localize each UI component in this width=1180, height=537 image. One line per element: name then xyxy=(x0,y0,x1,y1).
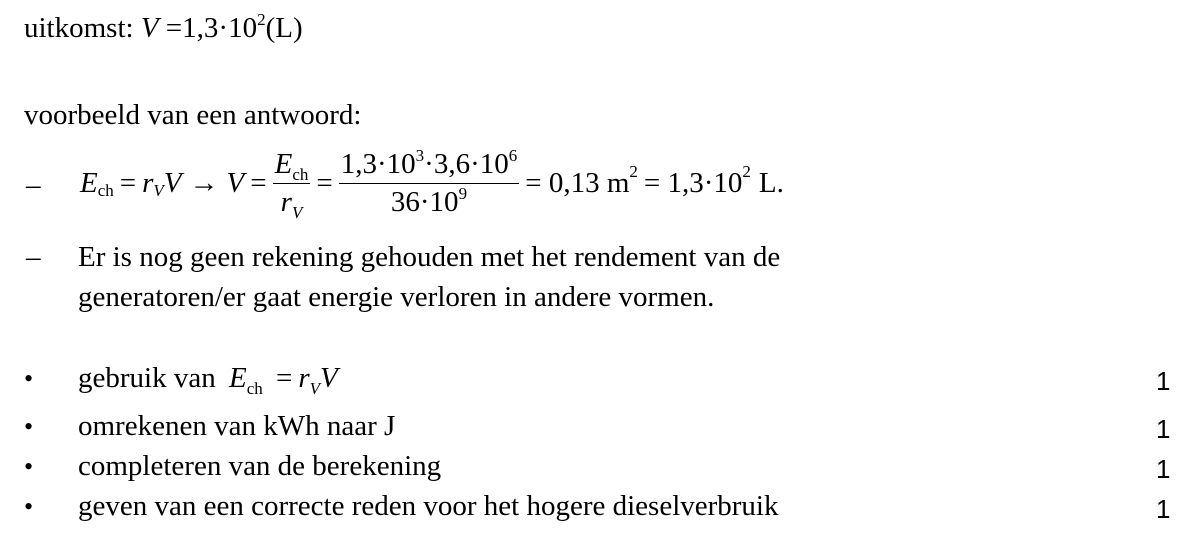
result-dot: · xyxy=(218,12,229,44)
calc-E: E xyxy=(80,166,98,199)
result-mantissa: 1,3 xyxy=(182,12,219,44)
criterion-2-text: omrekenen van kWh naar J xyxy=(78,410,396,442)
frac1-den-V: V xyxy=(291,202,303,222)
remark-line-2: generatoren/er gaat energie verloren in andere vormen. xyxy=(78,281,715,313)
criterion-1-r: r xyxy=(298,362,310,394)
calc-V: V xyxy=(163,166,182,199)
remark-line-1: Er is nog geen rekening gehouden met het rendement van de xyxy=(78,241,781,273)
remark-dash: – xyxy=(26,241,41,273)
calc-res1-exp: 2 xyxy=(629,161,638,181)
frac2-num-b: ·3,6·10 xyxy=(424,147,509,180)
frac2-den-exp: 9 xyxy=(458,183,468,203)
result-line xyxy=(24,10,303,44)
fraction-numeric xyxy=(339,145,520,218)
criterion-1-r-sub: V xyxy=(309,379,321,398)
result-unit: (L) xyxy=(265,12,303,44)
criterion-1-eq: = xyxy=(275,362,293,394)
frac2-den: 36·10 xyxy=(390,185,459,218)
frac2-num-a: 1,3·10 xyxy=(340,147,416,180)
criterion-2-points: 1 xyxy=(1156,414,1171,444)
frac2-num-b-exp: 6 xyxy=(508,145,518,165)
criterion-4-text: geven van een correcte reden voor het hogere dieselverbruik xyxy=(78,490,779,522)
criterion-3-text: completeren van de berekening xyxy=(78,450,442,482)
criterion-4-points: 1 xyxy=(1156,494,1171,524)
calc-eq-2: = xyxy=(250,166,267,199)
criterion-1-text xyxy=(78,362,338,398)
frac1-num-E: E xyxy=(274,147,293,180)
calc-ch: ch xyxy=(97,180,114,200)
calc-arrow: → xyxy=(189,166,219,199)
calc-res2-exp: 2 xyxy=(742,161,751,181)
calc-V2: V xyxy=(226,166,245,199)
criterion-3-bullet: • xyxy=(24,452,34,481)
criterion-1-bullet: • xyxy=(24,364,34,393)
criterion-4-bullet: • xyxy=(24,492,34,521)
result-var: V xyxy=(140,12,159,44)
calc-r: r xyxy=(142,166,154,199)
fraction-energy-over-r xyxy=(273,147,311,222)
criterion-1-V: V xyxy=(320,362,338,394)
calc-equation xyxy=(80,142,784,224)
frac1-num-ch: ch xyxy=(292,164,309,184)
criterion-1-prefix: gebruik van xyxy=(78,362,216,394)
calc-eq-3: = xyxy=(316,166,333,199)
result-eq: = xyxy=(165,12,183,44)
example-heading: voorbeeld van een antwoord: xyxy=(24,99,362,131)
criterion-1-ch: ch xyxy=(246,379,263,398)
result-base: 10 xyxy=(228,12,258,44)
calc-eq-1: = xyxy=(119,166,137,199)
calc-res1: = 0,13 m xyxy=(525,166,630,199)
calc-res2: = 1,3·10 xyxy=(643,166,743,199)
calc-dash: – xyxy=(26,169,41,201)
criterion-1-points: 1 xyxy=(1156,366,1171,396)
frac2-num-a-exp: 3 xyxy=(415,145,425,165)
calc-res2-unit: L. xyxy=(758,166,784,199)
result-exp: 2 xyxy=(257,10,266,29)
frac1-den-r: r xyxy=(280,185,292,218)
result-label: uitkomst: xyxy=(24,12,134,44)
criterion-3-points: 1 xyxy=(1156,454,1171,484)
calc-r-sub: V xyxy=(153,180,164,200)
criterion-1-E: E xyxy=(228,362,247,394)
criterion-2-bullet: • xyxy=(24,412,34,441)
